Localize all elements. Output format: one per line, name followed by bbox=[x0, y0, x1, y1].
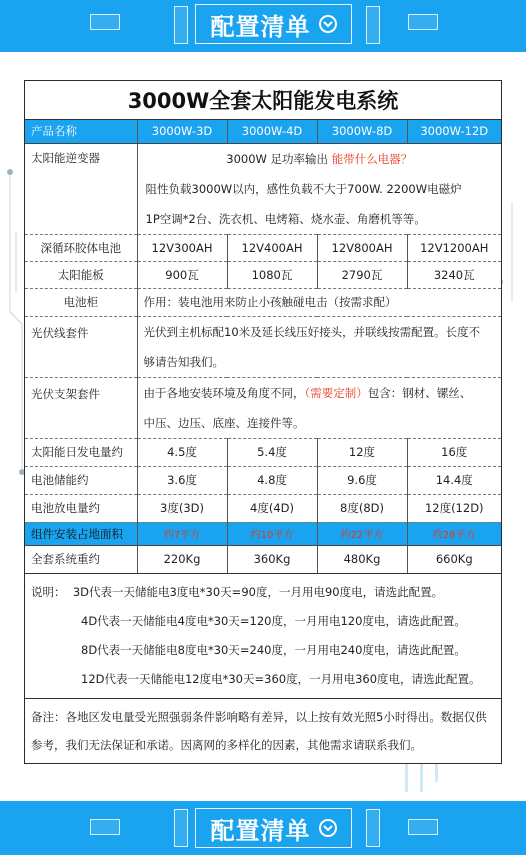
storage-12d: 14.4度 bbox=[407, 466, 501, 494]
area-3d: 约7平方 bbox=[137, 522, 227, 545]
notes-text-8d: 8D代表一天储能电8度电*30天=240度，一月用电240度电，请选此配置。 bbox=[81, 642, 466, 657]
spec-table bbox=[25, 120, 501, 574]
header-product-name: 产品名称 bbox=[25, 120, 137, 143]
daily-label: 太阳能日发电量约 bbox=[25, 438, 137, 466]
bottom-banner-left-bar bbox=[174, 809, 188, 847]
bottom-banner-title-box[interactable] bbox=[195, 808, 352, 848]
header-8d: 3000W-8D bbox=[317, 120, 407, 143]
pv-bracket-line1-b: （需要定制） bbox=[304, 385, 368, 400]
daily-12d: 16度 bbox=[407, 438, 501, 466]
pv-bracket-text bbox=[137, 377, 501, 438]
bottom-banner-right-rect bbox=[408, 819, 438, 835]
notes-text-12d: 12D代表一天储能电12度电*30天=360度，一月用电360度电，请选此配置。 bbox=[81, 671, 481, 686]
pv-cable-label: 光伏线套件 bbox=[25, 316, 137, 377]
inverter-line2: 阻性负载3000W以内，感性负载不大于700W. 2200W电磁炉 bbox=[145, 181, 462, 196]
panel-row bbox=[25, 261, 501, 288]
battery-3d: 12V300AH bbox=[137, 234, 227, 261]
daily-3d: 4.5度 bbox=[137, 438, 227, 466]
banner-left-bar bbox=[174, 6, 188, 44]
panel-3d: 900瓦 bbox=[137, 261, 227, 288]
table-header-row bbox=[25, 120, 501, 143]
weight-3d: 220Kg bbox=[137, 545, 227, 573]
chevron-down-icon bbox=[319, 819, 337, 837]
pv-bracket-label: 光伏支架套件 bbox=[25, 377, 137, 438]
panel-8d: 2790瓦 bbox=[317, 261, 407, 288]
banner-title-box[interactable] bbox=[195, 4, 352, 44]
inverter-line1 bbox=[146, 144, 494, 174]
discharge-3d: 3度(3D) bbox=[137, 494, 227, 522]
header-12d: 3000W-12D bbox=[407, 120, 501, 143]
card-title: 3000W全套太阳能发电系统 bbox=[25, 81, 501, 120]
battery-label: 深循环胶体电池 bbox=[25, 234, 137, 261]
pv-bracket-line1 bbox=[144, 378, 496, 408]
storage-4d: 4.8度 bbox=[227, 466, 317, 494]
weight-4d: 360Kg bbox=[227, 545, 317, 573]
notes-block bbox=[25, 574, 501, 699]
bottom-banner bbox=[0, 801, 526, 855]
notes-label: 说明： bbox=[31, 584, 66, 599]
inverter-line3: 1P空调*2台、洗衣机、电烤箱、烧水壶、角磨机等等。 bbox=[145, 211, 426, 226]
cabinet-label: 电池柜 bbox=[25, 288, 137, 316]
notes-line-1 bbox=[31, 578, 495, 607]
discharge-4d: 4度(4D) bbox=[227, 494, 317, 522]
area-8d: 约22平方 bbox=[317, 522, 407, 545]
area-label: 组件安装占地面积 bbox=[25, 522, 137, 545]
weight-row bbox=[25, 545, 501, 573]
daily-row bbox=[25, 438, 501, 466]
pv-cable-line2: 够请告知我们。 bbox=[143, 354, 224, 369]
battery-row bbox=[25, 234, 501, 261]
header-4d: 3000W-4D bbox=[227, 120, 317, 143]
inverter-row bbox=[25, 143, 501, 234]
top-banner bbox=[0, 0, 526, 52]
storage-row bbox=[25, 466, 501, 494]
pv-cable-line1: 光伏到主机标配10米及延长线压好接头，并联线按需配置。长度不 bbox=[143, 324, 481, 339]
spec-card bbox=[24, 80, 502, 764]
panel-12d: 3240瓦 bbox=[407, 261, 501, 288]
pv-bracket-line2: 中压、边压、底座、连接件等。 bbox=[143, 415, 305, 430]
area-12d: 约28平方 bbox=[407, 522, 501, 545]
battery-4d: 12V400AH bbox=[227, 234, 317, 261]
discharge-12d: 12度(12D) bbox=[407, 494, 501, 522]
bottom-banner-title: 配置清单 bbox=[210, 816, 311, 845]
notes-text-3d: 3D代表一天储能电3度电*30天=90度，一月用电90度电，请选此配置。 bbox=[72, 584, 444, 599]
discharge-row bbox=[25, 494, 501, 522]
discharge-label: 电池放电量约 bbox=[25, 494, 137, 522]
area-row bbox=[25, 522, 501, 545]
inverter-desc bbox=[137, 143, 501, 234]
bottom-banner-right-bar bbox=[366, 809, 380, 847]
banner-right-bar bbox=[366, 6, 380, 44]
pv-bracket-line1-c: 包含：钢材、镙丝、 bbox=[367, 385, 472, 400]
bottom-banner-left-rect bbox=[90, 819, 120, 835]
banner-left-rect bbox=[90, 14, 120, 30]
storage-label: 电池储能约 bbox=[25, 466, 137, 494]
chevron-down-icon bbox=[319, 15, 337, 33]
inverter-line1-b: 能带什么电器？ bbox=[331, 151, 413, 166]
notes-text-4d: 4D代表一天储能电4度电*30天=120度，一月用电120度电，请选此配置。 bbox=[81, 613, 466, 628]
panel-label: 太阳能板 bbox=[25, 261, 137, 288]
area-4d: 约10平方 bbox=[227, 522, 317, 545]
battery-8d: 12V800AH bbox=[317, 234, 407, 261]
header-3d: 3000W-3D bbox=[137, 120, 227, 143]
pv-bracket-line1-a: 由于各地安装环境及角度不同， bbox=[143, 385, 305, 400]
remark-text: 备注：各地区发电量受光照强弱条件影响略有差异，以上按有效光照5小时得出。数据仅供参考，我们无法保证和承诺。因离网的多样化的因素，其他需求请联系我们。 bbox=[31, 709, 487, 752]
discharge-8d: 8度(8D) bbox=[317, 494, 407, 522]
storage-3d: 3.6度 bbox=[137, 466, 227, 494]
banner-right-rect bbox=[408, 14, 438, 30]
cabinet-row bbox=[25, 288, 501, 316]
panel-4d: 1080瓦 bbox=[227, 261, 317, 288]
weight-label: 全套系统重约 bbox=[25, 545, 137, 573]
cabinet-text: 作用：装电池用来防止小孩触碰电击（按需求配） bbox=[137, 288, 501, 316]
pv-cable-text bbox=[137, 316, 501, 377]
storage-8d: 9.6度 bbox=[317, 466, 407, 494]
pv-cable-row bbox=[25, 316, 501, 377]
inverter-line1-a: 3000W 足功率输出 bbox=[226, 151, 329, 166]
banner-title: 配置清单 bbox=[210, 12, 311, 41]
battery-12d: 12V1200AH bbox=[407, 234, 501, 261]
daily-4d: 5.4度 bbox=[227, 438, 317, 466]
inverter-label: 太阳能逆变器 bbox=[25, 143, 137, 234]
weight-12d: 660Kg bbox=[407, 545, 501, 573]
weight-8d: 480Kg bbox=[317, 545, 407, 573]
pv-bracket-row bbox=[25, 377, 501, 438]
daily-8d: 12度 bbox=[317, 438, 407, 466]
